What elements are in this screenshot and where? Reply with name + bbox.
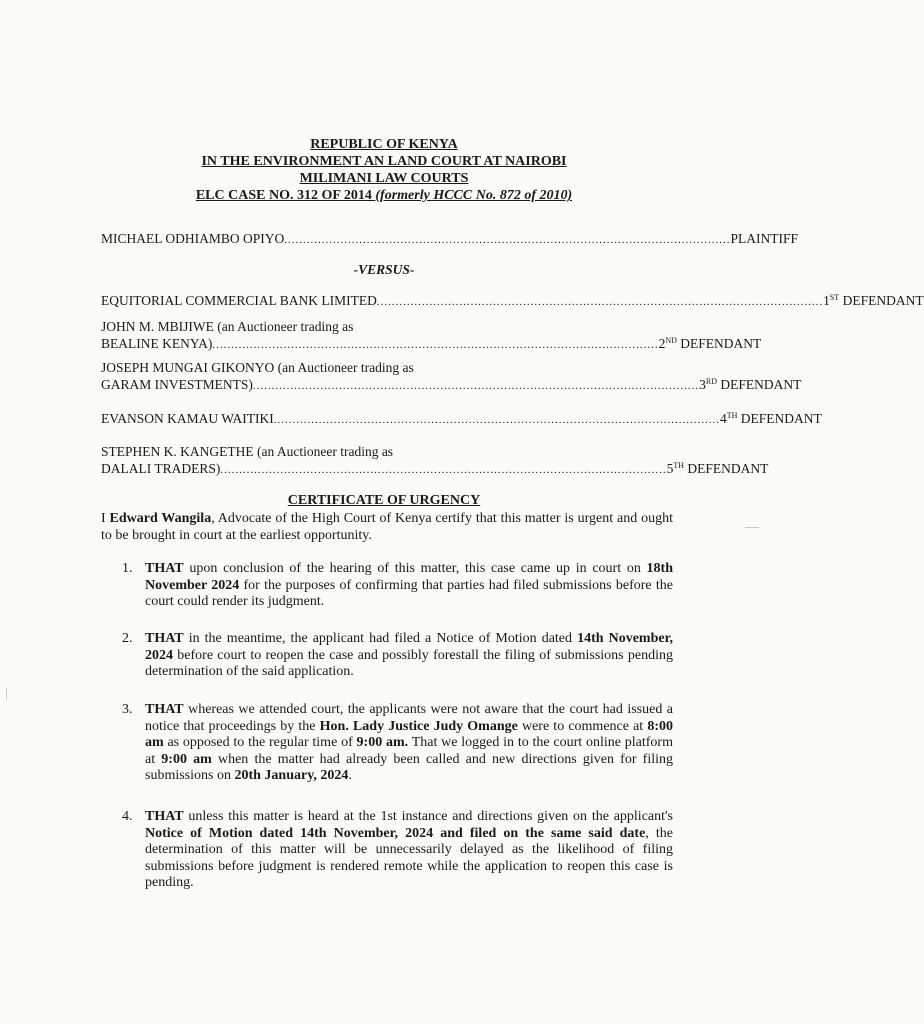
leader-dots: .......................................................................................................................	[376, 296, 824, 308]
plaintiff-name: MICHAEL ODHIAMBO OPIYO	[101, 231, 285, 246]
leader-dots: .......................................................................................................................	[273, 414, 720, 426]
defendant-3-line	[101, 376, 802, 395]
defendant-4-line	[101, 410, 822, 429]
defendant-role: 5TH DEFENDANT	[666, 461, 769, 476]
defendant-name: BEALINE KENYA)	[101, 336, 213, 351]
versus-label: -VERSUS-	[353, 262, 415, 277]
scan-mark	[6, 688, 7, 700]
advocate-name: Edward Wangila	[109, 511, 212, 526]
header-republic: REPUBLIC OF KENYA	[310, 137, 458, 152]
item-4: THAT unless this matter is heard at the 1st instance and directions given on the applicant's Notice of Motion dated 14th November, 2024 and filed on the same said date, the determination of this matter will be unnecessarily delayed as the likelihood of filing submissions before judgment is rendered remote while the application to reopen this case is pending.	[145, 809, 674, 890]
item-2: THAT in the meantime, the applicant had filed a Notice of Motion dated 14th November, 2024 before court to reopen the case and possibly forestall the filing of submissions pending determination of the said application.	[145, 631, 673, 679]
leader-dots: .......................................................................................................................	[284, 234, 731, 246]
header-milimani: MILIMANI LAW COURTS	[299, 171, 469, 186]
item-number: 2.	[122, 631, 133, 646]
defendant-1-line	[101, 292, 924, 311]
leader-dots: .......................................................................................................................	[212, 339, 659, 351]
defendant-role: 1ST DEFENDANT	[823, 293, 924, 308]
defendant-5-line1: STEPHEN K. KANGETHE (an Auctioneer trading as	[101, 444, 394, 459]
defendant-name: EQUITORIAL COMMERCIAL BANK LIMITED	[101, 293, 377, 308]
plaintiff-line	[101, 230, 799, 249]
header-case-number	[0, 187, 768, 204]
defendant-role: 4TH DEFENDANT	[720, 411, 822, 426]
plaintiff-role: PLAINTIFF	[730, 231, 799, 246]
scan-mark	[745, 527, 759, 528]
leader-dots: .......................................................................................................................	[220, 464, 667, 476]
item-number: 1.	[122, 561, 133, 576]
case-number: ELC CASE NO. 312 OF 2014	[195, 188, 376, 203]
defendant-2-line1: JOHN M. MBIJIWE (an Auctioneer trading as	[101, 319, 354, 334]
item-number: 3.	[122, 702, 133, 717]
defendant-2-line	[101, 335, 762, 354]
certificate-intro: I Edward Wangila, Advocate of the High Court of Kenya certify that this matter is urgent and ought to be brought in court at the earliest opportunity.	[101, 511, 673, 543]
defendant-5-line	[101, 460, 769, 479]
case-former-number: (formerly HCCC No. 872 of 2010)	[375, 188, 573, 203]
certificate-title: CERTIFICATE OF URGENCY	[287, 493, 481, 508]
defendant-3-line1: JOSEPH MUNGAI GIKONYO (an Auctioneer trading as	[101, 360, 414, 375]
item-number: 4.	[122, 809, 133, 824]
defendant-role: 2ND DEFENDANT	[658, 336, 762, 351]
defendant-name: EVANSON KAMAU WAITIKI	[101, 411, 274, 426]
defendant-name: GARAM INVESTMENTS)	[101, 377, 253, 392]
defendant-name: DALALI TRADERS)	[101, 461, 221, 476]
item-1: THAT upon conclusion of the hearing of this matter, this case came up in court on 18th November 2024 for the purposes of confirming that parties had filed submissions before the court could render its judgment.	[145, 561, 673, 609]
leader-dots: .......................................................................................................................	[252, 380, 700, 392]
item-3: THAT whereas we attended court, the applicants were not aware that the court had issued a notice that proceedings by the Hon. Lady Justice Judy Omange were to commence at 8:00 am as opposed to the regular time of 9:00 am. That we logged in to the court online platform at 9:00 am when the matter had already been called and new directions given for filing submissions on 20th January, 2024.	[145, 702, 674, 783]
header-court: IN THE ENVIRONMENT AN LAND COURT AT NAIROBI	[201, 154, 567, 169]
defendant-role: 3RD DEFENDANT	[699, 377, 802, 392]
